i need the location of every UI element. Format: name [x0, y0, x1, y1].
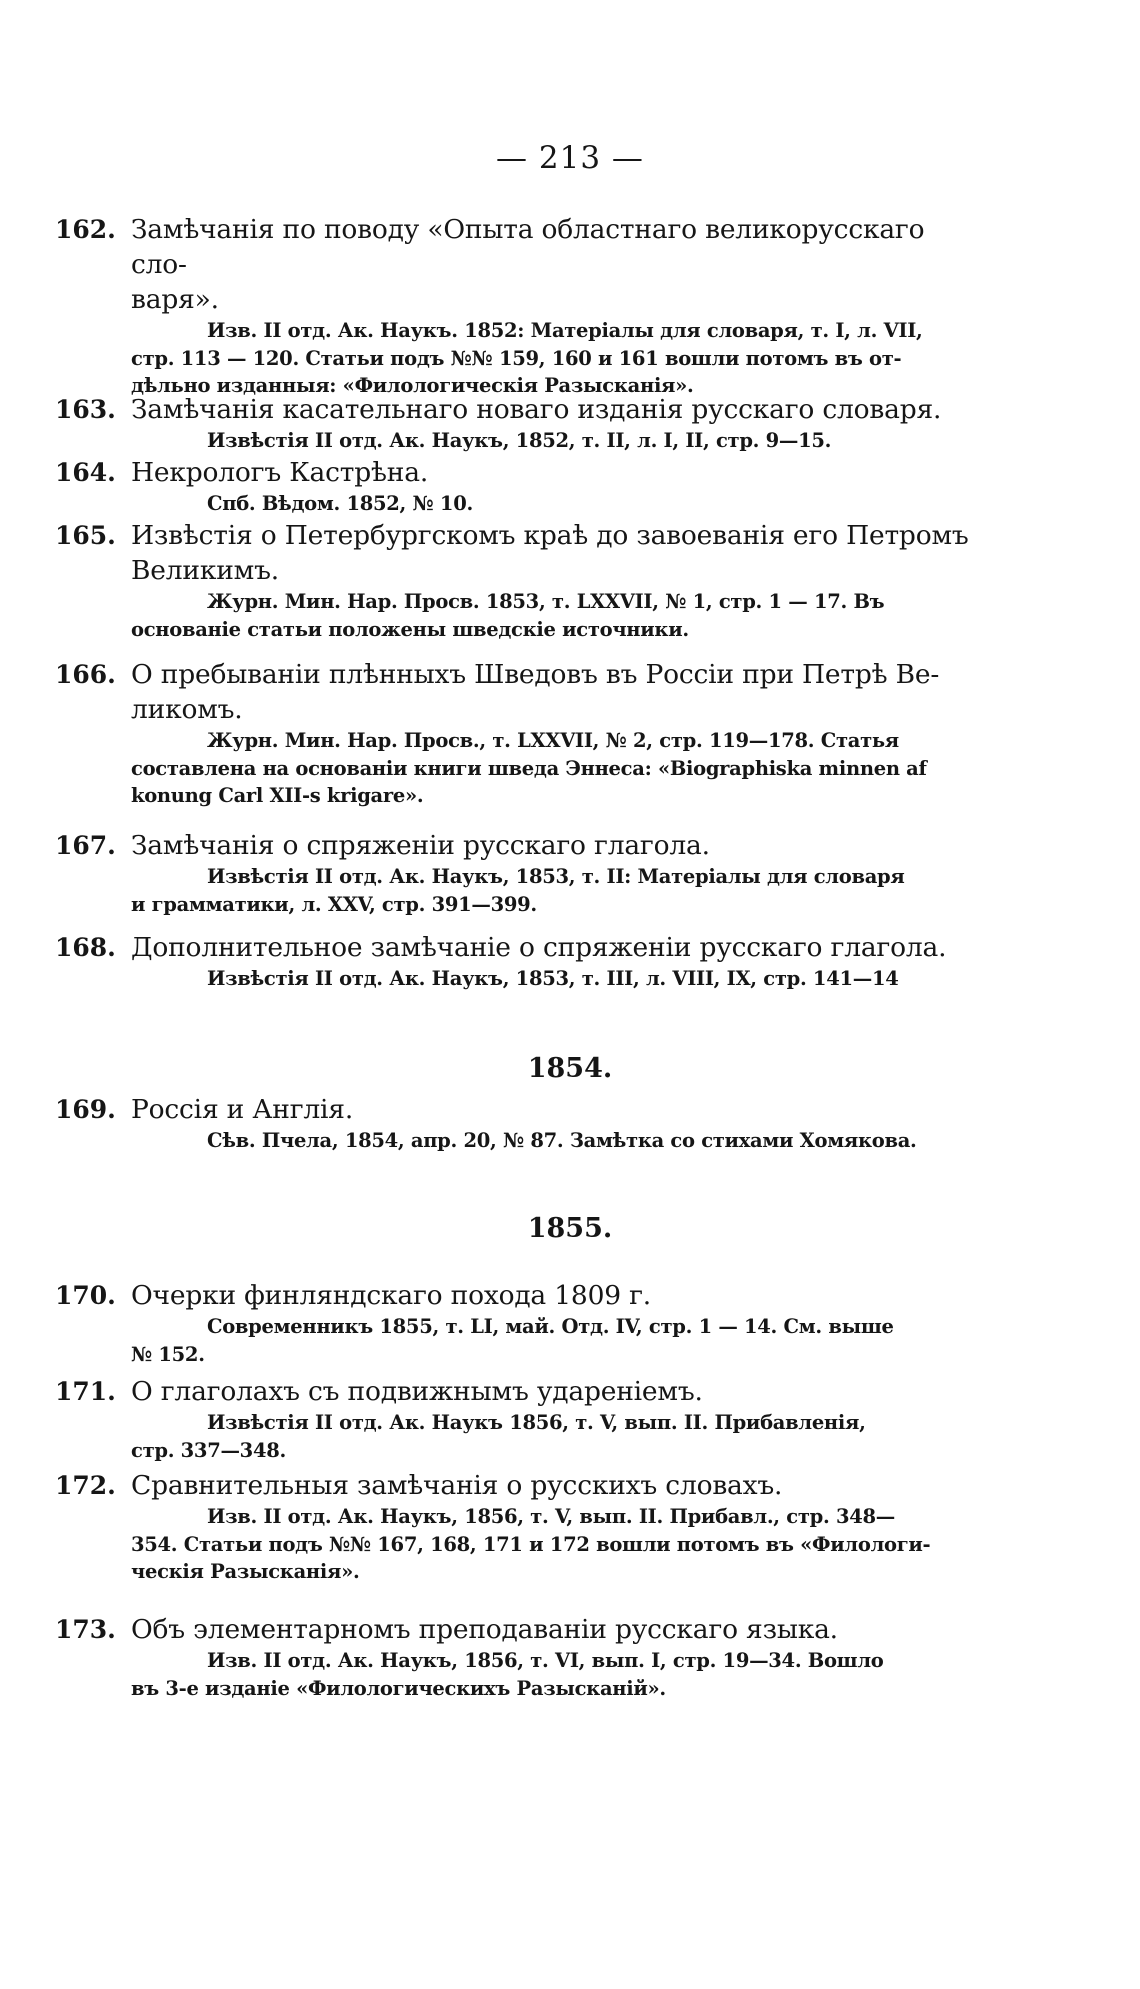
entry-number: 162. [55, 215, 116, 244]
entry-title [131, 1092, 980, 1127]
entry-reference-line: Извѣстія II отд. Ак. Наукъ, 1852, т. II, л. I, II, стр. 9—15. [207, 429, 832, 452]
entry-reference-line: Извѣстія II отд. Ак. Наукъ, 1853, т. III, л. VIII, IX, стр. 141—14 [207, 967, 899, 990]
entry-reference-line: Изв. II отд. Ак. Наукъ. 1852: Матеріалы для словаря, т. I, л. VII, [207, 319, 923, 342]
entry-reference [131, 490, 980, 518]
entry-title [131, 930, 980, 965]
bibliography-entry [55, 930, 980, 993]
entry-title [131, 657, 980, 727]
entry-reference-line: Журн. Мин. Нар. Просв., т. LXXVII, № 2, стр. 119—178. Статья [207, 729, 899, 752]
entry-number: 167. [55, 831, 116, 860]
entry-title [131, 1374, 980, 1409]
entry-number: 165. [55, 521, 116, 550]
entry-reference-line: Извѣстія II отд. Ак. Наукъ 1856, т. V, вып. II. Прибавленія, [207, 1411, 866, 1434]
entry-title [131, 1278, 980, 1313]
entry-title-line: варя». [131, 284, 219, 315]
entry-title [131, 212, 980, 317]
bibliography-entry [55, 1468, 980, 1586]
entry-reference [131, 727, 980, 810]
page-number: — 213 — [496, 140, 644, 176]
entry-title-line: Извѣстія о Петербургскомъ краѣ до завоеванія его Петромъ [131, 520, 969, 551]
entry-title-line: Сравнительныя замѣчанія о русскихъ словахъ. [131, 1470, 783, 1501]
entry-number: 172. [55, 1471, 116, 1500]
entry-reference-line: Изв. II отд. Ак. Наукъ, 1856, т. VI, вып. I, стр. 19—34. Вошло [207, 1649, 884, 1672]
entry-title-line: Объ элементарномъ преподаваніи русскаго языка. [131, 1614, 838, 1645]
entry-number: 163. [55, 395, 116, 424]
entry-number: 168. [55, 933, 116, 962]
entry-title [131, 392, 980, 427]
bibliography-entry [55, 1092, 980, 1155]
entry-title-line: О глаголахъ съ подвижнымъ удареніемъ. [131, 1376, 703, 1407]
entry-reference [131, 317, 980, 400]
entry-reference [131, 1127, 980, 1155]
entry-title-line: О пребываніи плѣнныхъ Шведовъ въ Россіи при Петрѣ Ве- [131, 659, 940, 690]
bibliography-entry [55, 1278, 980, 1368]
entry-reference-line: Спб. Вѣдом. 1852, № 10. [207, 492, 473, 515]
entry-reference [131, 1503, 980, 1586]
year-heading: 1854. [527, 1053, 613, 1084]
entry-reference [131, 863, 980, 918]
entry-reference-line: составлена на основаніи книги шведа Эннеса: «Biographiska minnen af [131, 756, 927, 780]
entry-title-line: Замѣчанія касательнаго новаго изданія русскаго словаря. [131, 394, 942, 425]
entry-reference-line: стр. 337—348. [131, 1438, 286, 1462]
entry-number: 170. [55, 1281, 116, 1310]
entry-number: 169. [55, 1095, 116, 1124]
entry-reference-line: Сѣв. Пчела, 1854, апр. 20, № 87. Замѣтка со стихами Хомякова. [207, 1129, 917, 1152]
bibliography-entry [55, 828, 980, 918]
bibliography-entry [55, 518, 980, 643]
entry-reference [131, 965, 980, 993]
entry-reference-line: Журн. Мин. Нар. Просв. 1853, т. LXXVII, № 1, стр. 1 — 17. Въ [207, 590, 885, 613]
entry-number: 173. [55, 1615, 116, 1644]
entry-number: 166. [55, 660, 116, 689]
entry-title-line: Великимъ. [131, 555, 279, 586]
entry-reference-line: konung Carl XII-s krigare». [131, 784, 424, 807]
entry-number: 171. [55, 1377, 116, 1406]
entry-number: 164. [55, 458, 116, 487]
bibliography-entry [55, 657, 980, 810]
entry-title-line: Замѣчанія о спряженіи русскаго глагола. [131, 830, 710, 861]
entry-title-line: Очерки финляндскаго похода 1809 г. [131, 1280, 652, 1311]
entry-reference-line: основаніе статьи положены шведскіе источники. [131, 617, 689, 641]
year-heading: 1855. [527, 1213, 613, 1244]
entry-title [131, 518, 980, 588]
bibliography-entry [55, 1374, 980, 1464]
entry-title-line: Некрологъ Кастрѣна. [131, 457, 429, 488]
entry-reference-line: стр. 113 — 120. Статьи подъ №№ 159, 160 и 161 вошли потомъ въ от- [131, 346, 902, 370]
entry-reference-line: ческія Разысканія». [131, 1560, 360, 1583]
entry-reference-line: Современникъ 1855, т. LI, май. Отд. IV, стр. 1 — 14. См. выше [207, 1315, 894, 1338]
entry-title [131, 1612, 980, 1647]
entry-reference [131, 1647, 980, 1702]
entry-reference-line: дѣльно изданныя: «Филологическія Разысканія». [131, 374, 694, 397]
entry-title-line: Замѣчанія по поводу «Опыта областнаго великорусскаго сло- [131, 214, 925, 280]
bibliography-entry [55, 212, 980, 400]
entry-title-line: Дополнительное замѣчаніе о спряженіи русскаго глагола. [131, 932, 947, 963]
bibliography-entry [55, 1612, 980, 1702]
entry-title [131, 455, 980, 490]
entry-reference [131, 427, 980, 455]
entry-title [131, 828, 980, 863]
entry-title-line: Россія и Англія. [131, 1094, 354, 1125]
entry-reference-line: Изв. II отд. Ак. Наукъ, 1856, т. V, вып. II. Прибавл., стр. 348— [207, 1505, 895, 1528]
entry-reference-line: въ 3-е изданіе «Филологическихъ Разысканій». [131, 1676, 666, 1700]
entry-title-line: ликомъ. [131, 694, 243, 725]
entry-reference [131, 1313, 980, 1368]
entry-reference-line: и грамматики, л. XXV, стр. 391—399. [131, 892, 537, 916]
entry-reference-line: № 152. [131, 1342, 205, 1366]
bibliography-entry [55, 455, 980, 518]
entry-reference [131, 588, 980, 643]
entry-reference [131, 1409, 980, 1464]
bibliography-entry [55, 392, 980, 455]
entry-reference-line: 354. Статьи подъ №№ 167, 168, 171 и 172 вошли потомъ въ «Филологи- [131, 1532, 931, 1556]
entry-title [131, 1468, 980, 1503]
entry-reference-line: Извѣстія II отд. Ак. Наукъ, 1853, т. II: Матеріалы для словаря [207, 865, 905, 888]
